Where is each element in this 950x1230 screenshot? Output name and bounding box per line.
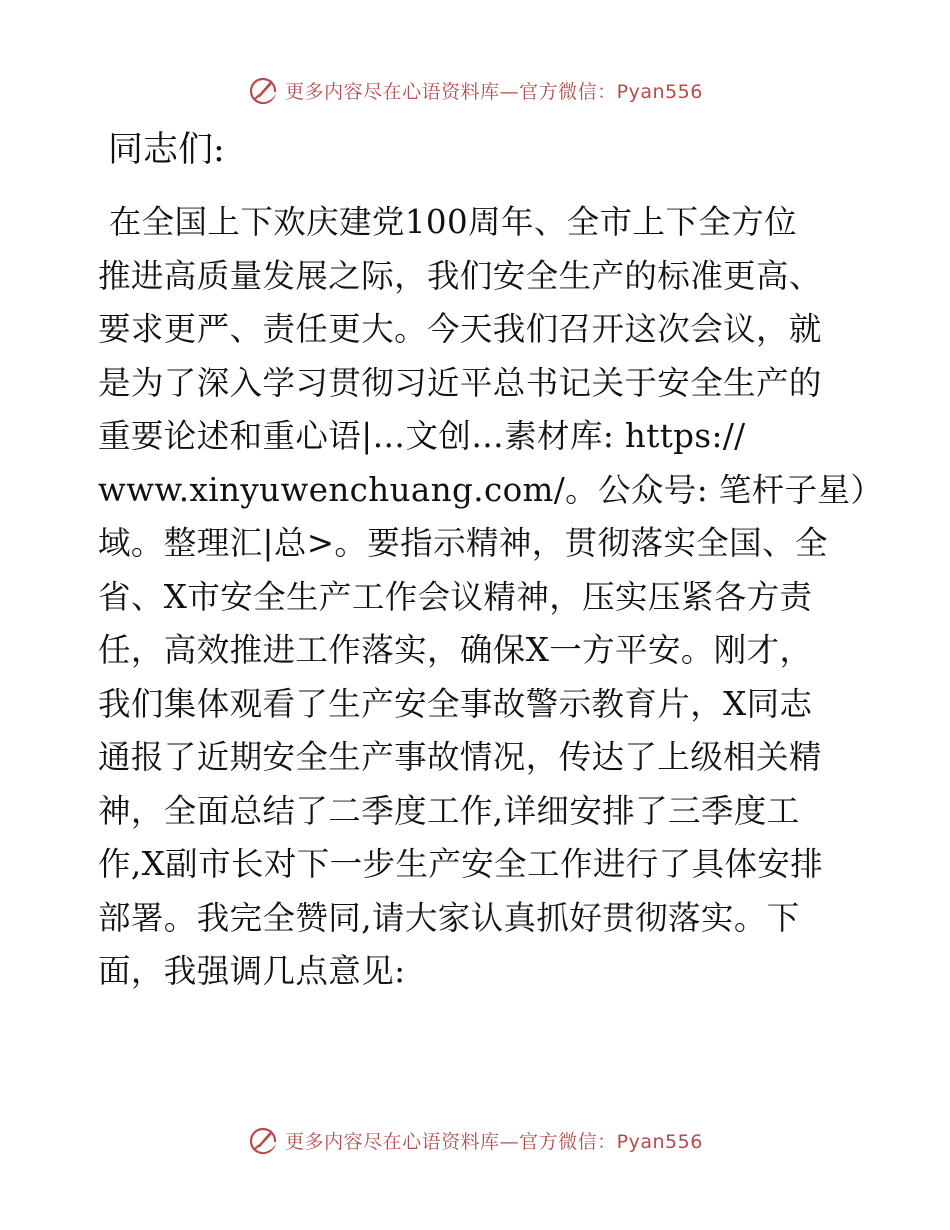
quill-pen-logo-icon [247, 1124, 279, 1156]
paragraph-line: 推进高质量发展之际，我们安全生产的标准更高、 [98, 256, 822, 295]
paragraph-line: 任，高效推进工作落实，确保X一方平安。刚才， [98, 631, 813, 669]
banner-separator: — [499, 80, 520, 103]
body-paragraph [98, 196, 884, 999]
paragraph-line: 域。整理汇|总>。要指示精神，贯彻落实全国、全 [98, 524, 828, 562]
paragraph-line: 省、X市安全生产工作会议精神，压实压紧各方责 [98, 577, 813, 616]
banner-main-text: 更多内容尽在心语资料库 [285, 80, 500, 103]
banner-main-text: 更多内容尽在心语资料库 [285, 1130, 500, 1153]
header-watermark-banner [0, 70, 950, 110]
paragraph-line: www.xinyuwenchuang.com/。公众号: 笔杆子星） [98, 470, 884, 509]
banner-text [285, 1127, 703, 1154]
paragraph-line: 面，我强调几点意见: [98, 952, 406, 990]
banner-wechat-text: 官方微信：Pyan556 [519, 1130, 703, 1153]
paragraph-line: 要求更严、责任更大。今天我们召开这次会议，就 [98, 310, 822, 348]
salutation: 同志们: [108, 130, 225, 170]
paragraph-line: 重要论述和重心语|…文创…素材库: https:// [98, 417, 746, 455]
paragraph-line: 我们集体观看了生产安全事故警示教育片，X同志 [98, 684, 813, 723]
paragraph-line: 是为了深入学习贯彻习近平总书记关于安全生产的 [98, 363, 822, 402]
paragraph-line: 部署。我完全赞同,请大家认真抓好贯彻落实。下 [98, 898, 800, 937]
banner-separator: — [499, 1130, 520, 1153]
paragraph-line: 作,X副市长对下一步生产安全工作进行了具体安排 [98, 845, 824, 883]
banner-wechat-text: 官方微信：Pyan556 [519, 80, 703, 103]
banner-text [285, 77, 703, 104]
quill-pen-logo-icon [247, 74, 279, 106]
paragraph-line: 神，全面总结了二季度工作,详细安排了三季度工 [98, 791, 800, 830]
footer-watermark-banner [0, 1120, 950, 1160]
paragraph-line: 通报了近期安全生产事故情况，传达了上级相关精 [98, 738, 822, 776]
paragraph-line: 在全国上下欢庆建党100周年、全市上下全方位 [98, 203, 798, 241]
